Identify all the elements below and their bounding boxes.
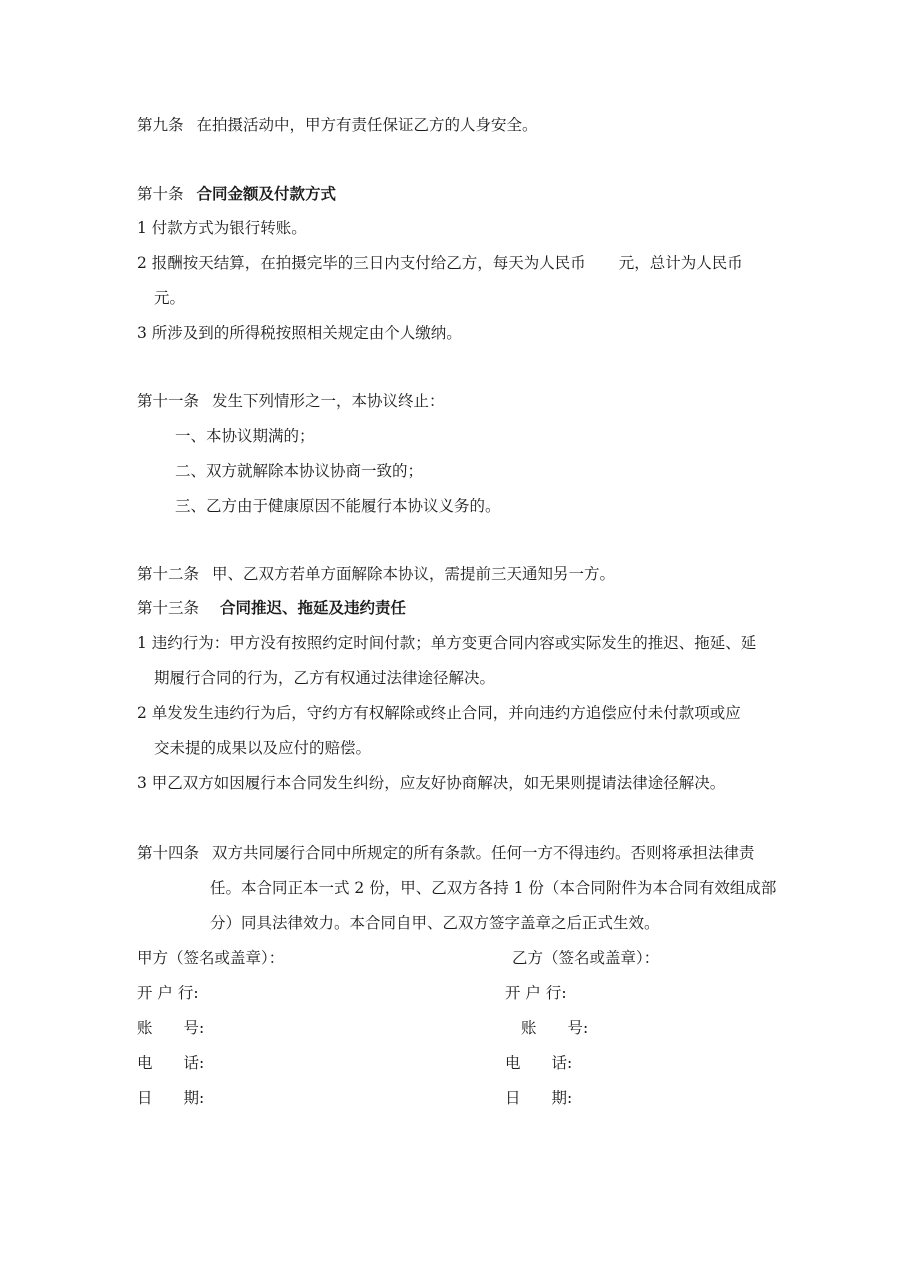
article-11-item-3: 三、乙方由于健康原因不能履行本协议义务的。 [175, 497, 501, 515]
article-10-item-3: 3 所涉及到的所得税按照相关规定由个人缴纳。 [137, 324, 462, 342]
article-10-title: 合同金额及付款方式 [196, 184, 336, 203]
article-10-item-2-line-2: 元。 [154, 289, 186, 307]
article-10-heading [137, 184, 336, 204]
party-a-date: 日 期: [137, 1089, 205, 1107]
article-13-item-1-line-1: 1 违约行为：甲方没有按照约定时间付款；单方变更合同内容或实际发生的推迟、拖延、延 [137, 634, 757, 652]
party-b-title: 乙方（签名或盖章）： [512, 949, 660, 967]
article-12-label: 第十二条 [137, 565, 200, 583]
party-a-bank: 开 户 行: [137, 984, 199, 1002]
party-b-phone: 电 话: [505, 1054, 573, 1072]
article-10-item-2-part-b: 元，总计为人民币 [618, 254, 743, 272]
article-11 [137, 391, 444, 411]
article-12-text: 甲、乙双方若单方面解除本协议，需提前三天通知另一方。 [211, 565, 615, 583]
article-14-line-3: 分）同具法律效力。本合同自甲、乙双方签字盖章之后正式生效。 [210, 914, 660, 932]
article-9 [137, 115, 537, 135]
article-11-text: 发生下列情形之一，本协议终止： [211, 392, 445, 410]
article-14-text-1: 双方共同屡行合同中所规定的所有条款。任何一方不得违约。否则将承担法律责 [211, 844, 755, 862]
article-11-item-2: 二、双方就解除本协议协商一致的； [175, 462, 424, 480]
article-13-label: 第十三条 [137, 599, 200, 617]
article-13-heading [137, 598, 406, 618]
article-9-text: 在拍摄活动中，甲方有责任保证乙方的人身安全。 [196, 116, 538, 134]
article-10-item-2-line-1 [137, 253, 743, 273]
party-a-account: 账 号: [137, 1019, 205, 1037]
party-b-account: 账 号: [521, 1019, 589, 1037]
party-a-phone: 电 话: [137, 1054, 205, 1072]
article-13-item-2-line-2: 交未提的成果以及应付的赔偿。 [154, 739, 372, 757]
article-13-item-2-line-1: 2 单发发生违约行为后，守约方有权解除或终止合同，并向违约方追偿应付未付款项或应 [137, 704, 741, 722]
article-14-line-1 [137, 843, 754, 863]
article-14-label: 第十四条 [137, 844, 200, 862]
article-9-label: 第九条 [137, 116, 184, 134]
party-b-date: 日 期: [505, 1089, 573, 1107]
article-14-line-2: 任。本合同正本一式 2 份，甲、乙双方各持 1 份（本合同附件为本合同有效组成部 [210, 879, 777, 897]
article-13-item-3: 3 甲乙双方如因履行本合同发生纠纷，应友好协商解决，如无果则提请法律途径解决。 [137, 774, 726, 792]
article-11-label: 第十一条 [137, 392, 200, 410]
party-b-bank: 开 户 行: [505, 984, 567, 1002]
article-10-label: 第十条 [137, 185, 184, 203]
article-13-title: 合同推迟、拖延及违约责任 [219, 598, 406, 617]
article-10-item-1: 1 付款方式为银行转账。 [137, 219, 307, 237]
article-10-item-2-part-a: 2 报酬按天结算，在拍摄完毕的三日内支付给乙方，每天为人民币 [137, 254, 586, 272]
article-12 [137, 564, 615, 584]
article-13-item-1-line-2: 期履行合同的行为，乙方有权通过法律途径解决。 [154, 669, 496, 687]
article-11-item-1: 一、本协议期满的； [175, 427, 315, 445]
party-a-title: 甲方（签名或盖章）： [137, 949, 285, 967]
